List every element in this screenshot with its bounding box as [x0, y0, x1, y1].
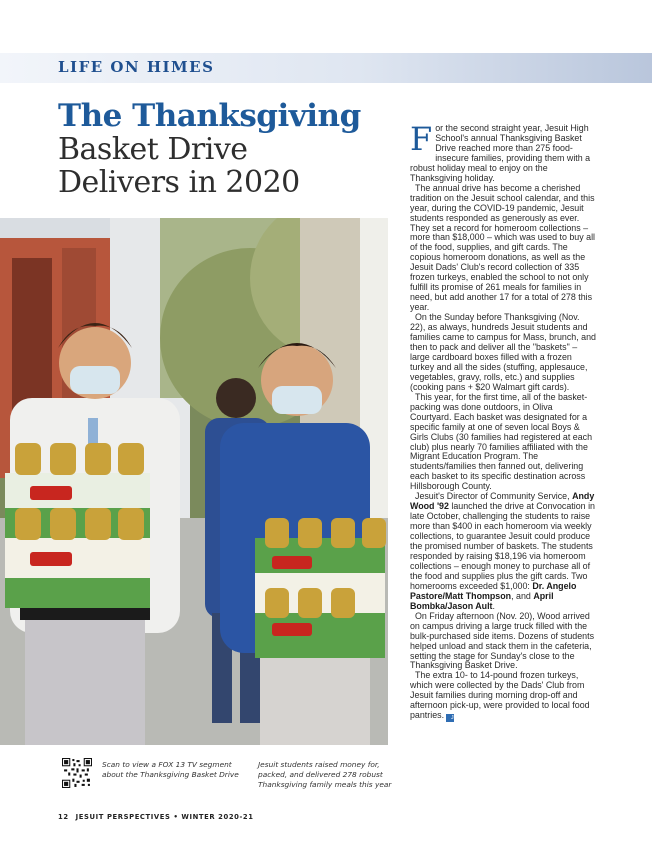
page-number: 12: [58, 813, 69, 821]
name-andy-wood: Andy Wood '92: [410, 491, 595, 512]
paragraph-4: This year, for the first time, all of the basket-packing was done outdoors, in Oliva Courtyard. Each basket was designated for a specific family at one of seven local Boys & Girls Clubs (30 families had registered at each club) plus nearly 70 families affiliated with the Migrant Education Program. The students/families then fanned out, delivering each basket to its specific destination across Hillsborough County.: [410, 391, 593, 492]
title-line-3: Delivers in 2020: [58, 165, 300, 200]
paragraph-1: For the second straight year, Jesuit High School's annual Thanksgiving Basket Drive reached more than 275 food-insecure families, providing them with a robust holiday meal to enjoy on the Thanksgiving holiday.: [410, 120, 591, 183]
qr-caption: Scan to view a FOX 13 TV segment about the Thanksgiving Basket Drive: [102, 760, 239, 779]
publication-name: JESUIT PERSPECTIVES • WINTER 2020-21: [75, 813, 254, 821]
caption-row: [58, 758, 392, 798]
paragraph-7: The extra 10- to 14-pound frozen turkeys, which were collected by the Dads' Club from Jesuit families during morning drop-off and afternoon pick-up, were provided to local food pantries. JE: [410, 670, 590, 722]
paragraph-2: The annual drive has become a cherished tradition on the Jesuit school calendar, and this year, during the COVID-19 pandemic, Jesuit students responded as generously as ever. They set a record for homeroom collections – more than $18,000 – which was used to buy all of the food, supplies, and gift cards. The copious homeroom donations, as well as the Jesuit Dads' Club's record collection of 335 frozen turkeys, enabled the school to not only fulfill its promise of 261 meals for families in need, but add another 17 for a total of 278 this year.: [410, 182, 596, 313]
paragraph-5: Jesuit's Director of Community Service, Andy Wood '92 launched the drive at Convocation in late October, challenging the students to raise more than $400 in each homeroom via weekly collections, to guarantee Jesuit could produce the promised number of baskets. The students responded by raising $18,196 via homeroom collections – enough money to purchase all of the food and supplies plus the gift cards. Two homerooms exceeded $1,000: Dr. Angelo Pastore/Matt Thompson, and April Bombka/Jason Ault.: [410, 491, 595, 611]
drop-cap: F: [410, 120, 433, 158]
end-mark-icon: JE: [446, 714, 454, 722]
paragraph-6: On Friday afternoon (Nov. 20), Wood arrived on campus driving a large truck filled with the bulk-purchased side items. Dozens of students helped unload and stack them in the cafeteria, setting the stage for Sunday's close to the Thanksgiving Basket Drive.: [410, 610, 595, 671]
title-line-2: Basket Drive: [58, 132, 248, 167]
article-body: [410, 120, 596, 722]
article-photo: [0, 218, 388, 745]
article-title: [58, 100, 388, 199]
paragraph-3: On the Sunday before Thanksgiving (Nov. 22), as always, hundreds Jesuit students and families came to campus for Mass, brunch, and then to pack and deliver all the "baskets" – large cardboard boxes filled with a frozen turkey and all the sides (stuffing, applesauce, vegetables, gravy, rolls, etc.) and supplies (cooking pans + $20 Walmart gift cards).: [410, 312, 596, 392]
page-footer: [58, 813, 254, 821]
qr-code-icon[interactable]: [62, 758, 92, 788]
title-line-1: The Thanksgiving: [58, 98, 361, 134]
name-pastore-thompson: Dr. Angelo Pastore/Matt Thompson: [410, 580, 577, 601]
name-bombka-ault: April Bombka/Jason Ault: [410, 590, 554, 611]
photo-caption: Jesuit students raised money for, packed, and delivered 278 robust Thanksgiving family meals this year: [258, 760, 392, 789]
section-label: LIFE ON HIMES: [58, 58, 215, 76]
